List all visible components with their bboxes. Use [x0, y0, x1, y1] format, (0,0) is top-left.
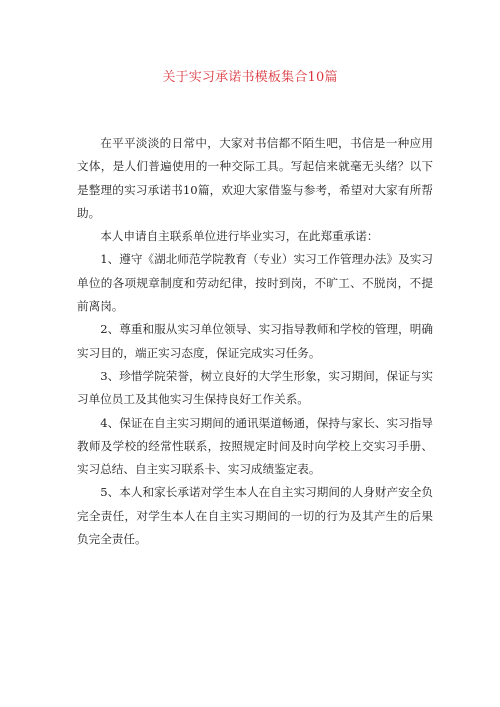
promise-item-4: 4、保证在自主实习期间的通讯渠道畅通，保持与家长、实习指导教师及学校的经常性联系，按照规定时间及时向学校上交实习手册、实习总结、自主实习联系卡、实习成绩鉴定表。	[77, 415, 433, 477]
document-title: 关于实习承诺书模板集合10篇	[162, 70, 338, 85]
promise-item-2: 2、尊重和服从实习单位领导、实习指导教师和学校的管理，明确实习目的，端正实习态度，保证完成实习任务。	[77, 322, 433, 360]
promise-item-1: 1、遵守《湖北师范学院教育（专业）实习工作管理办法》及实习单位的各项规章制度和劳动纪律，按时到岗，不旷工、不脱岗，不提前离岗。	[77, 252, 433, 314]
document-body	[77, 132, 433, 551]
intro-paragraph: 在平平淡淡的日常中，大家对书信都不陌生吧，书信是一种应用文体，是人们普遍使用的一种交际工具。写起信来就毫无头绪？以下是整理的实习承诺书10篇，欢迎大家借鉴与参考，希望对大家有所帮助。	[77, 136, 433, 220]
promise-item-5: 5、本人和家长承诺对学生本人在自主实习期间的人身财产安全负完全责任，对学生本人在自主实习期间的一切的行为及其产生的后果负完全责任。	[77, 485, 433, 547]
application-statement: 本人申请自主联系单位进行毕业实习，在此郑重承诺：	[100, 229, 379, 244]
promise-item-3: 3、珍惜学院荣誉，树立良好的大学生形象，实习期间，保证与实习单位员工及其他实习生保持良好工作关系。	[77, 368, 433, 407]
